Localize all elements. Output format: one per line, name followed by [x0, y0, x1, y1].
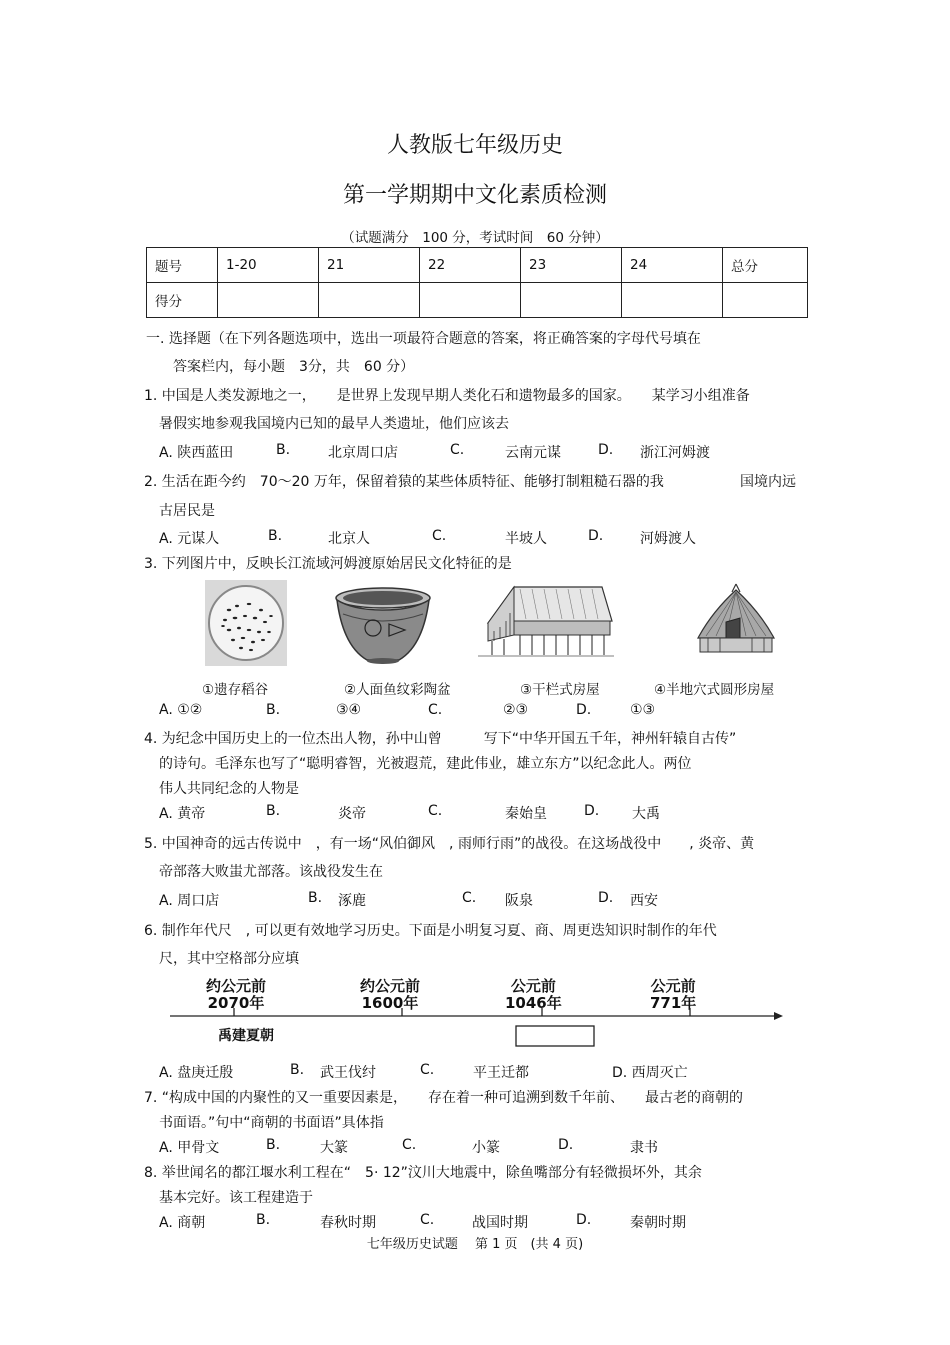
question-4-line3: 伟人共同纪念的人物是: [159, 781, 299, 797]
timeline-mark-1: [206, 978, 266, 1012]
timeline-mark-2-year: 1600年: [361, 994, 419, 1012]
page-title: 人教版七年级历史: [386, 133, 563, 158]
question-8-line1: 8. 举世闻名的都江堰水利工程在“ 5· 12”汶川大地震中，除鱼嘴部分有轻微损坏外，其余: [144, 1165, 702, 1181]
q3-option-a: A. ①②: [159, 702, 203, 718]
timeline-mark-2-top: 约公元前: [360, 977, 421, 995]
q4-option-d-letter: D.: [584, 803, 600, 819]
q5-option-b-letter: B.: [308, 890, 323, 906]
q1-option-d: 浙江河姆渡: [640, 445, 710, 461]
rice-grains-image: [205, 580, 287, 666]
q2-option-c-letter: C.: [432, 528, 447, 544]
score-input-cell: [723, 283, 808, 318]
question-5-line1: 5. 中国神奇的远古传说中 ，有一场“风伯御风 , 雨师行雨”的战役。在这场战役中 , 炎帝、黄: [144, 836, 755, 852]
q6-option-b-letter: B.: [290, 1062, 305, 1078]
question-1-line2: 暑假实地参观我国境内已知的最早人类遗址，他们应该去: [159, 416, 509, 432]
q7-option-d: 隶书: [630, 1140, 658, 1156]
q3-option-b: ③④: [336, 702, 362, 718]
q8-option-b-letter: B.: [256, 1212, 271, 1228]
q8-option-b: 春秋时期: [320, 1215, 376, 1231]
q5-option-d-letter: D.: [598, 890, 614, 906]
score-cell: 总分: [723, 248, 808, 283]
timeline-mark-3-year: 1046年: [505, 994, 562, 1012]
exam-subtitle: 第一学期期中文化素质检测: [342, 183, 607, 208]
q8-option-c-letter: C.: [420, 1212, 435, 1228]
question-4-line2: 的诗句。毛泽东也写了“聪明睿智，光被遐荒，建此伟业，雄立东方”以纪念此人。两位: [159, 756, 692, 772]
question-7-line1: 7. “构成中国的内聚性的又一重要因素是， 存在着一种可追溯到数千年前、 最古老的商朝的: [144, 1090, 744, 1106]
q5-option-d: 西安: [630, 893, 658, 909]
exam-info: （试题满分 100 分，考试时间 60 分钟）: [341, 230, 609, 246]
score-cell: 24: [622, 248, 723, 283]
round-house-image: [692, 582, 780, 660]
question-4-line1: 4. 为纪念中国历史上的一位杰出人物，孙中山曾 写下“中华开国五千年，神州轩辕自古传”: [144, 731, 737, 747]
timeline-mark-2: [360, 978, 420, 1012]
stilt-house-image: [474, 583, 616, 659]
q8-option-a: A. 商朝: [159, 1215, 206, 1231]
question-2-line1: 2. 生活在距今约 70～20 万年，保留着猿的某些体质特征、能够打制粗糙石器的我: [144, 474, 664, 490]
score-cell: 23: [521, 248, 622, 283]
score-input-cell: [319, 283, 420, 318]
q2-option-c: 半坡人: [505, 531, 547, 547]
timeline-mark-1-top: 约公元前: [206, 977, 267, 995]
q1-option-c: 云南元谋: [505, 445, 561, 461]
question-8-line2: 基本完好。该工程建造于: [159, 1190, 313, 1206]
q2-option-b-letter: B.: [268, 528, 283, 544]
question-2-line1-end: 国境内远: [740, 474, 796, 490]
section-instructions-line2: 答案栏内，每小题 3分，共 60 分）: [173, 359, 415, 375]
pottery-basin-image: [333, 584, 433, 670]
q3-option-c-letter: C.: [428, 702, 443, 718]
score-table: [146, 247, 808, 318]
score-input-cell: [420, 283, 521, 318]
page-footer: 七年级历史试题 第 1 页 (共 4 页): [366, 1237, 584, 1252]
timeline-mark-4-year: 771年: [650, 994, 697, 1012]
q6-option-b: 武王伐纣: [320, 1065, 376, 1081]
q1-option-a: A. 陕西蓝田: [159, 445, 234, 461]
question-7-line2: 书面语。”句中“商朝的书面语”具体指: [159, 1115, 384, 1131]
q8-option-d-letter: D.: [576, 1212, 592, 1228]
score-input-cell: [218, 283, 319, 318]
question-6-line2: 尺，其中空格部分应填: [159, 951, 299, 967]
q7-option-a: A. 甲骨文: [159, 1140, 220, 1156]
score-cell: 1-20: [218, 248, 319, 283]
q4-option-b-letter: B.: [266, 803, 281, 819]
timeline-event-label: 禹建夏朝: [218, 1028, 274, 1044]
question-5-line2: 帝部落大败蚩尤部落。该战役发生在: [159, 864, 383, 880]
q4-option-c: 秦始皇: [505, 806, 547, 822]
score-table-score-row: [147, 283, 808, 318]
q8-option-d: 秦朝时期: [630, 1215, 686, 1231]
timeline-mark-3-top: 公元前: [510, 977, 556, 995]
score-cell: 题号: [147, 248, 218, 283]
timeline-mark-4: [650, 978, 696, 1012]
q2-option-b: 北京人: [328, 531, 370, 547]
image-caption-3: ③干栏式房屋: [520, 682, 600, 698]
q1-option-c-letter: C.: [450, 442, 465, 458]
question-6-line1: 6. 制作年代尺 , 可以更有效地学习历史。下面是小明复习夏、商、周更迭知识时制作的年代: [144, 923, 717, 939]
question-3-line1: 3. 下列图片中，反映长江流域河姆渡原始居民文化特征的是: [144, 556, 512, 572]
q2-option-a: A. 元谋人: [159, 531, 220, 547]
q2-option-d: 河姆渡人: [640, 531, 696, 547]
q7-option-c-letter: C.: [402, 1137, 417, 1153]
q7-option-c: 小篆: [472, 1140, 500, 1156]
image-caption-4: ④半地穴式圆形房屋: [654, 682, 775, 698]
score-cell: 22: [420, 248, 521, 283]
q8-option-c: 战国时期: [472, 1215, 528, 1231]
score-cell: 21: [319, 248, 420, 283]
q6-option-c: 平王迁都: [473, 1065, 529, 1081]
q7-option-b: 大篆: [320, 1140, 348, 1156]
q6-option-c-letter: C.: [420, 1062, 435, 1078]
q6-option-d: D. 西周灭亡: [612, 1065, 688, 1081]
q1-option-b: 北京周口店: [328, 445, 398, 461]
image-caption-1: ①遗存稻谷: [202, 682, 269, 698]
question-2-line2: 古居民是: [159, 503, 215, 519]
timeline-blank-box: [516, 1026, 594, 1046]
timeline-mark-1-year: 2070年: [207, 994, 265, 1012]
q3-option-d-letter: D.: [576, 702, 592, 718]
score-input-cell: [521, 283, 622, 318]
question-1-line1: 1. 中国是人类发源地之一， 是世界上发现早期人类化石和遗物最多的国家。 某学习小组准备: [144, 388, 750, 404]
timeline-mark-4-top: 公元前: [650, 977, 696, 995]
section-instructions-line1: 一. 选择题（在下列各题选项中，选出一项最符合题意的答案，将正确答案的字母代号填在: [146, 331, 701, 347]
q3-option-c: ②③: [503, 702, 529, 718]
q7-option-d-letter: D.: [558, 1137, 574, 1153]
q4-option-a: A. 黄帝: [159, 806, 206, 822]
q5-option-c: 阪泉: [505, 893, 533, 909]
q1-option-d-letter: D.: [598, 442, 614, 458]
q4-option-c-letter: C.: [428, 803, 443, 819]
score-input-cell: [622, 283, 723, 318]
q5-option-b: 涿鹿: [338, 893, 366, 909]
score-table-header-row: [147, 248, 808, 283]
q3-option-d: ①③: [630, 702, 656, 718]
q5-option-a: A. 周口店: [159, 893, 220, 909]
timeline-mark-3: [505, 978, 562, 1012]
score-cell: 得分: [147, 283, 218, 318]
q5-option-c-letter: C.: [462, 890, 477, 906]
q2-option-d-letter: D.: [588, 528, 604, 544]
image-caption-2: ②人面鱼纹彩陶盆: [344, 682, 451, 698]
q4-option-d: 大禹: [632, 806, 660, 822]
q7-option-b-letter: B.: [266, 1137, 281, 1153]
q1-option-b-letter: B.: [276, 442, 291, 458]
q3-option-b-letter: B.: [266, 702, 281, 718]
q6-option-a: A. 盘庚迁殷: [159, 1065, 234, 1081]
q4-option-b: 炎帝: [338, 806, 366, 822]
